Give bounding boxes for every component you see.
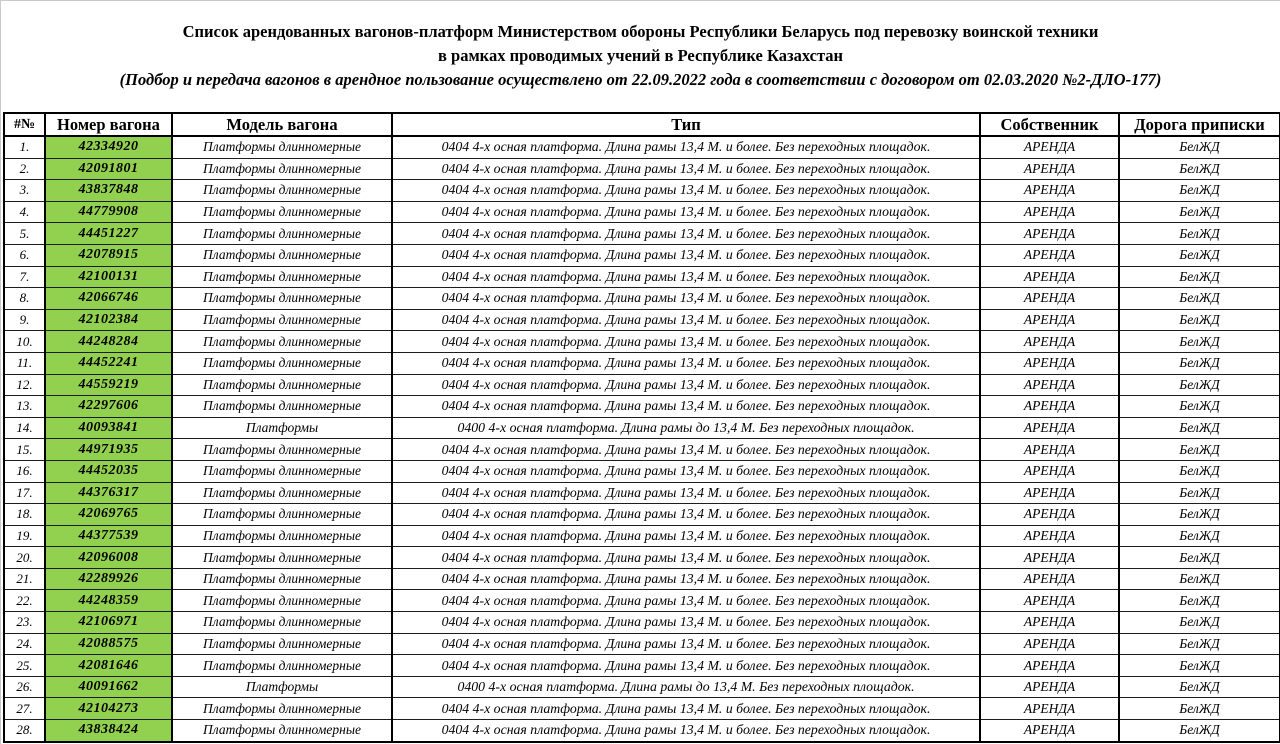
table-row: [4, 525, 1280, 547]
road-cell: БелЖД: [1119, 374, 1280, 396]
owner-cell: АРЕНДА: [980, 439, 1119, 461]
model-cell: Платформы длинномерные: [172, 460, 392, 482]
row-index-cell: 15.: [4, 439, 45, 461]
owner-cell: АРЕНДА: [980, 655, 1119, 677]
type-cell: 0404 4-х осная платформа. Длина рамы 13,4 М. и более. Без переходных площадок.: [392, 568, 980, 590]
wagon-number-cell: 44376317: [45, 482, 172, 504]
type-cell: 0404 4-х осная платформа. Длина рамы 13,4 М. и более. Без переходных площадок.: [392, 482, 980, 504]
row-index-cell: 10.: [4, 331, 45, 353]
wagon-number-cell: 43837848: [45, 180, 172, 202]
type-cell: 0404 4-х осная платформа. Длина рамы 13,4 М. и более. Без переходных площадок.: [392, 547, 980, 569]
type-cell: 0404 4-х осная платформа. Длина рамы 13,4 М. и более. Без переходных площадок.: [392, 136, 980, 158]
wagon-number-cell: 42066746: [45, 288, 172, 310]
col-header-model: Модель вагона: [172, 113, 392, 136]
road-cell: БелЖД: [1119, 655, 1280, 677]
owner-cell: АРЕНДА: [980, 201, 1119, 223]
wagon-number-cell: 44452035: [45, 460, 172, 482]
table-body: [4, 136, 1280, 742]
table-row: [4, 568, 1280, 590]
table-header-row: [4, 113, 1280, 136]
road-cell: БелЖД: [1119, 547, 1280, 569]
owner-cell: АРЕНДА: [980, 698, 1119, 720]
col-header-owner: Собственник: [980, 113, 1119, 136]
type-cell: 0404 4-х осная платформа. Длина рамы 13,4 М. и более. Без переходных площадок.: [392, 504, 980, 526]
model-cell: Платформы длинномерные: [172, 439, 392, 461]
model-cell: Платформы длинномерные: [172, 223, 392, 245]
table-row: [4, 136, 1280, 158]
road-cell: БелЖД: [1119, 136, 1280, 158]
model-cell: Платформы длинномерные: [172, 590, 392, 612]
wagon-number-cell: 44248359: [45, 590, 172, 612]
owner-cell: АРЕНДА: [980, 180, 1119, 202]
owner-cell: АРЕНДА: [980, 568, 1119, 590]
road-cell: БелЖД: [1119, 417, 1280, 439]
owner-cell: АРЕНДА: [980, 136, 1119, 158]
table-row: [4, 374, 1280, 396]
road-cell: БелЖД: [1119, 244, 1280, 266]
model-cell: Платформы длинномерные: [172, 396, 392, 418]
owner-cell: АРЕНДА: [980, 676, 1119, 698]
owner-cell: АРЕНДА: [980, 244, 1119, 266]
wagon-number-cell: 42091801: [45, 158, 172, 180]
row-index-cell: 25.: [4, 655, 45, 677]
wagon-number-cell: 43838424: [45, 720, 172, 742]
type-cell: 0404 4-х осная платформа. Длина рамы 13,4 М. и более. Без переходных площадок.: [392, 720, 980, 742]
road-cell: БелЖД: [1119, 201, 1280, 223]
row-index-cell: 23.: [4, 612, 45, 634]
wagon-number-cell: 42106971: [45, 612, 172, 634]
wagon-number-cell: 44559219: [45, 374, 172, 396]
type-cell: 0400 4-х осная платформа. Длина рамы до 13,4 М. Без переходных площадок.: [392, 676, 980, 698]
road-cell: БелЖД: [1119, 396, 1280, 418]
owner-cell: АРЕНДА: [980, 374, 1119, 396]
table-row: [4, 417, 1280, 439]
owner-cell: АРЕНДА: [980, 223, 1119, 245]
owner-cell: АРЕНДА: [980, 396, 1119, 418]
model-cell: Платформы длинномерные: [172, 525, 392, 547]
table-row: [4, 676, 1280, 698]
model-cell: Платформы: [172, 676, 392, 698]
owner-cell: АРЕНДА: [980, 460, 1119, 482]
type-cell: 0404 4-х осная платформа. Длина рамы 13,4 М. и более. Без переходных площадок.: [392, 288, 980, 310]
model-cell: Платформы длинномерные: [172, 331, 392, 353]
road-cell: БелЖД: [1119, 158, 1280, 180]
table-row: [4, 655, 1280, 677]
type-cell: 0404 4-х осная платформа. Длина рамы 13,4 М. и более. Без переходных площадок.: [392, 244, 980, 266]
road-cell: БелЖД: [1119, 288, 1280, 310]
model-cell: Платформы длинномерные: [172, 655, 392, 677]
wagon-number-cell: 42078915: [45, 244, 172, 266]
col-header-wagon: Номер вагона: [45, 113, 172, 136]
type-cell: 0400 4-х осная платформа. Длина рамы до 13,4 М. Без переходных площадок.: [392, 417, 980, 439]
wagon-number-cell: 40091662: [45, 676, 172, 698]
road-cell: БелЖД: [1119, 439, 1280, 461]
type-cell: 0404 4-х осная платформа. Длина рамы 13,4 М. и более. Без переходных площадок.: [392, 331, 980, 353]
wagon-number-cell: 42289926: [45, 568, 172, 590]
type-cell: 0404 4-х осная платформа. Длина рамы 13,4 М. и более. Без переходных площадок.: [392, 460, 980, 482]
col-header-road: Дорога приписки: [1119, 113, 1280, 136]
wagon-number-cell: 44452241: [45, 352, 172, 374]
table-row: [4, 158, 1280, 180]
owner-cell: АРЕНДА: [980, 158, 1119, 180]
wagon-number-cell: 42081646: [45, 655, 172, 677]
wagon-number-cell: 42088575: [45, 633, 172, 655]
road-cell: БелЖД: [1119, 720, 1280, 742]
row-index-cell: 3.: [4, 180, 45, 202]
table-row: [4, 612, 1280, 634]
road-cell: БелЖД: [1119, 266, 1280, 288]
model-cell: Платформы длинномерные: [172, 158, 392, 180]
owner-cell: АРЕНДА: [980, 266, 1119, 288]
table-row: [4, 396, 1280, 418]
road-cell: БелЖД: [1119, 352, 1280, 374]
row-index-cell: 24.: [4, 633, 45, 655]
owner-cell: АРЕНДА: [980, 288, 1119, 310]
type-cell: 0404 4-х осная платформа. Длина рамы 13,4 М. и более. Без переходных площадок.: [392, 396, 980, 418]
owner-cell: АРЕНДА: [980, 633, 1119, 655]
row-index-cell: 1.: [4, 136, 45, 158]
model-cell: Платформы длинномерные: [172, 568, 392, 590]
title-contract-note: (Подбор и передача вагонов в арендное пользование осуществлено от 22.09.2022 года в соответствии с договором от 02.03.2020 №2-ДЛО-177): [119, 70, 1162, 89]
owner-cell: АРЕНДА: [980, 352, 1119, 374]
road-cell: БелЖД: [1119, 482, 1280, 504]
table-row: [4, 633, 1280, 655]
table-row: [4, 698, 1280, 720]
row-index-cell: 9.: [4, 309, 45, 331]
owner-cell: АРЕНДА: [980, 482, 1119, 504]
type-cell: 0404 4-х осная платформа. Длина рамы 13,4 М. и более. Без переходных площадок.: [392, 698, 980, 720]
row-index-cell: 18.: [4, 504, 45, 526]
type-cell: 0404 4-х осная платформа. Длина рамы 13,4 М. и более. Без переходных площадок.: [392, 655, 980, 677]
owner-cell: АРЕНДА: [980, 547, 1119, 569]
type-cell: 0404 4-х осная платформа. Длина рамы 13,4 М. и более. Без переходных площадок.: [392, 223, 980, 245]
type-cell: 0404 4-х осная платформа. Длина рамы 13,4 М. и более. Без переходных площадок.: [392, 158, 980, 180]
row-index-cell: 21.: [4, 568, 45, 590]
road-cell: БелЖД: [1119, 676, 1280, 698]
type-cell: 0404 4-х осная платформа. Длина рамы 13,4 М. и более. Без переходных площадок.: [392, 374, 980, 396]
road-cell: БелЖД: [1119, 590, 1280, 612]
model-cell: Платформы длинномерные: [172, 266, 392, 288]
model-cell: Платформы длинномерные: [172, 309, 392, 331]
model-cell: Платформы: [172, 417, 392, 439]
wagon-number-cell: 42102384: [45, 309, 172, 331]
table-row: [4, 331, 1280, 353]
model-cell: Платформы длинномерные: [172, 288, 392, 310]
road-cell: БелЖД: [1119, 633, 1280, 655]
road-cell: БелЖД: [1119, 612, 1280, 634]
row-index-cell: 22.: [4, 590, 45, 612]
road-cell: БелЖД: [1119, 331, 1280, 353]
model-cell: Платформы длинномерные: [172, 547, 392, 569]
type-cell: 0404 4-х осная платформа. Длина рамы 13,4 М. и более. Без переходных площадок.: [392, 525, 980, 547]
wagons-table: [3, 112, 1280, 743]
type-cell: 0404 4-х осная платформа. Длина рамы 13,4 М. и более. Без переходных площадок.: [392, 352, 980, 374]
row-index-cell: 26.: [4, 676, 45, 698]
title-line-1: Список арендованных вагонов-платформ Министерством обороны Республики Беларусь под перевозку воинской техники: [182, 22, 1099, 41]
wagon-number-cell: 42334920: [45, 136, 172, 158]
model-cell: Платформы длинномерные: [172, 720, 392, 742]
row-index-cell: 19.: [4, 525, 45, 547]
type-cell: 0404 4-х осная платформа. Длина рамы 13,4 М. и более. Без переходных площадок.: [392, 612, 980, 634]
table-row: [4, 352, 1280, 374]
wagon-number-cell: 42297606: [45, 396, 172, 418]
row-index-cell: 8.: [4, 288, 45, 310]
owner-cell: АРЕНДА: [980, 590, 1119, 612]
wagon-number-cell: 44779908: [45, 201, 172, 223]
table-row: [4, 180, 1280, 202]
owner-cell: АРЕНДА: [980, 331, 1119, 353]
wagon-number-cell: 44971935: [45, 439, 172, 461]
row-index-cell: 27.: [4, 698, 45, 720]
wagon-number-cell: 42096008: [45, 547, 172, 569]
type-cell: 0404 4-х осная платформа. Длина рамы 13,4 М. и более. Без переходных площадок.: [392, 439, 980, 461]
row-index-cell: 11.: [4, 352, 45, 374]
model-cell: Платформы длинномерные: [172, 180, 392, 202]
row-index-cell: 6.: [4, 244, 45, 266]
road-cell: БелЖД: [1119, 223, 1280, 245]
row-index-cell: 7.: [4, 266, 45, 288]
owner-cell: АРЕНДА: [980, 309, 1119, 331]
row-index-cell: 17.: [4, 482, 45, 504]
model-cell: Платформы длинномерные: [172, 633, 392, 655]
wagon-number-cell: 42104273: [45, 698, 172, 720]
table-row: [4, 720, 1280, 742]
row-index-cell: 4.: [4, 201, 45, 223]
road-cell: БелЖД: [1119, 525, 1280, 547]
model-cell: Платформы длинномерные: [172, 698, 392, 720]
table-row: [4, 547, 1280, 569]
document-title-block: [1, 1, 1280, 91]
title-line-2: в рамках проводимых учений в Республике Казахстан: [437, 46, 844, 65]
row-index-cell: 20.: [4, 547, 45, 569]
model-cell: Платформы длинномерные: [172, 352, 392, 374]
type-cell: 0404 4-х осная платформа. Длина рамы 13,4 М. и более. Без переходных площадок.: [392, 590, 980, 612]
table-row: [4, 266, 1280, 288]
wagon-number-cell: 42069765: [45, 504, 172, 526]
owner-cell: АРЕНДА: [980, 525, 1119, 547]
type-cell: 0404 4-х осная платформа. Длина рамы 13,4 М. и более. Без переходных площадок.: [392, 633, 980, 655]
type-cell: 0404 4-х осная платформа. Длина рамы 13,4 М. и более. Без переходных площадок.: [392, 266, 980, 288]
model-cell: Платформы длинномерные: [172, 374, 392, 396]
table-row: [4, 482, 1280, 504]
table-row: [4, 201, 1280, 223]
owner-cell: АРЕНДА: [980, 504, 1119, 526]
model-cell: Платформы длинномерные: [172, 612, 392, 634]
wagon-number-cell: 44377539: [45, 525, 172, 547]
type-cell: 0404 4-х осная платформа. Длина рамы 13,4 М. и более. Без переходных площадок.: [392, 201, 980, 223]
road-cell: БелЖД: [1119, 568, 1280, 590]
row-index-cell: 16.: [4, 460, 45, 482]
table-row: [4, 460, 1280, 482]
type-cell: 0404 4-х осная платформа. Длина рамы 13,4 М. и более. Без переходных площадок.: [392, 309, 980, 331]
owner-cell: АРЕНДА: [980, 720, 1119, 742]
table-row: [4, 309, 1280, 331]
road-cell: БелЖД: [1119, 698, 1280, 720]
type-cell: 0404 4-х осная платформа. Длина рамы 13,4 М. и более. Без переходных площадок.: [392, 180, 980, 202]
row-index-cell: 13.: [4, 396, 45, 418]
table-row: [4, 504, 1280, 526]
model-cell: Платформы длинномерные: [172, 136, 392, 158]
col-header-index: #№: [4, 113, 45, 136]
row-index-cell: 12.: [4, 374, 45, 396]
table-row: [4, 244, 1280, 266]
model-cell: Платформы длинномерные: [172, 504, 392, 526]
row-index-cell: 14.: [4, 417, 45, 439]
road-cell: БелЖД: [1119, 180, 1280, 202]
wagon-number-cell: 44451227: [45, 223, 172, 245]
table-row: [4, 223, 1280, 245]
row-index-cell: 2.: [4, 158, 45, 180]
model-cell: Платформы длинномерные: [172, 201, 392, 223]
road-cell: БелЖД: [1119, 309, 1280, 331]
wagon-number-cell: 42100131: [45, 266, 172, 288]
col-header-type: Тип: [392, 113, 980, 136]
road-cell: БелЖД: [1119, 460, 1280, 482]
model-cell: Платформы длинномерные: [172, 244, 392, 266]
wagon-number-cell: 44248284: [45, 331, 172, 353]
model-cell: Платформы длинномерные: [172, 482, 392, 504]
table-row: [4, 590, 1280, 612]
table-row: [4, 288, 1280, 310]
owner-cell: АРЕНДА: [980, 612, 1119, 634]
road-cell: БелЖД: [1119, 504, 1280, 526]
row-index-cell: 5.: [4, 223, 45, 245]
row-index-cell: 28.: [4, 720, 45, 742]
table-row: [4, 439, 1280, 461]
owner-cell: АРЕНДА: [980, 417, 1119, 439]
wagon-number-cell: 40093841: [45, 417, 172, 439]
